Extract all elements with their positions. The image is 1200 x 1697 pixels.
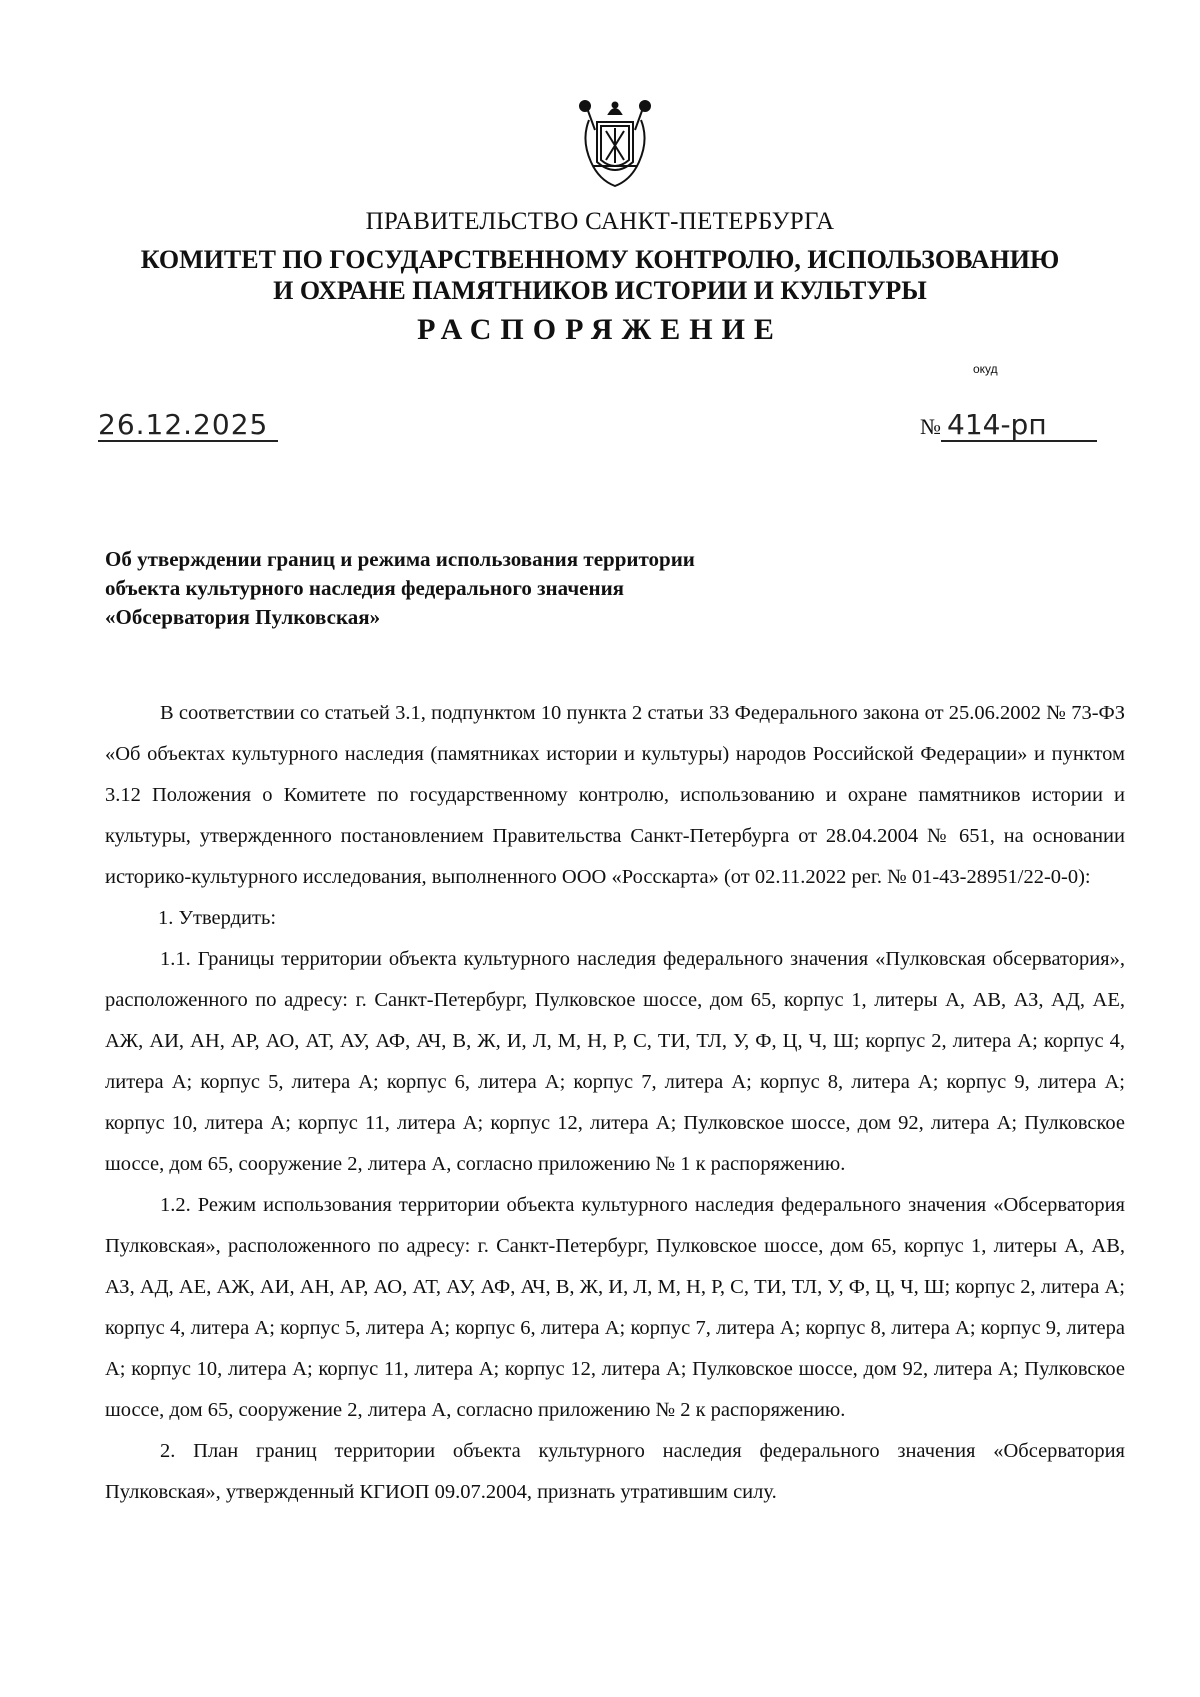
preamble-paragraph: В соответствии со статьей 3.1, подпунктом 10 пункта 2 статьи 33 Федерального закона от 25.06.2002 № 73-ФЗ «Об объектах культурного наследия (памятниках истории и культуры) народов Российской Федерации» и пунктом 3.12 Положения о Комитете по государственному контролю, использованию и охране памятников истории и культуры, утвержденного постановлением Правительства Санкт-Петербурга от 28.04.2004 № 651, на основании историко-культурного исследования, выполненного ООО «Росскарта» (от 02.11.2022 рег. № 01-43-28951/22-0-0):: [105, 702, 1125, 888]
document-date: 26.12.2025: [98, 410, 278, 442]
government-title: ПРАВИТЕЛЬСТВО САНКТ-ПЕТЕРБУРГА: [365, 208, 835, 235]
document-subject: [105, 545, 695, 632]
committee-title-line-2: И ОХРАНЕ ПАМЯТНИКОВ ИСТОРИИ И КУЛЬТУРЫ: [273, 276, 927, 305]
document-body: [105, 693, 1125, 1513]
item-1-2-paragraph: 1.2. Режим использования территории объекта культурного наследия федерального значения «Обсерватория Пулковская», расположенного по адресу: г. Санкт-Петербург, Пулковское шоссе, дом 65, корпус 1, литеры А, АВ, АЗ, АД, АЕ, АЖ, АИ, АН, АР, АО, АТ, АУ, АФ, АЧ, В, Ж, И, Л, М, Н, Р, С, ТИ, ТЛ, У, Ф, Ц, Ч, Ш; корпус 2, литера А; корпус 4, литера А; корпус 5, литера А; корпус 6, литера А; корпус 7, литера А; корпус 8, литера А; корпус 9, литера А; корпус 10, литера А; корпус 11, литера А; корпус 12, литера А; Пулковское шоссе, дом 92, литера А; Пулковское шоссе, дом 65, сооружение 2, литера А, согласно приложению № 2 к распоряжению.: [105, 1194, 1125, 1421]
number-value: 414-рп: [941, 410, 1097, 442]
document-type-title: РАСПОРЯЖЕНИЕ: [417, 313, 783, 346]
subject-line-2: объекта культурного наследия федерального значения: [105, 576, 625, 600]
item-1-1-paragraph: 1.1. Границы территории объекта культурного наследия федерального значения «Пулковская обсерватория», расположенного по адресу: г. Санкт-Петербург, Пулковское шоссе, дом 65, корпус 1, литеры А, АВ, АЗ, АД, АЕ, АЖ, АИ, АН, АР, АО, АТ, АУ, АФ, АЧ, В, Ж, И, Л, М, Н, Р, С, ТИ, ТЛ, У, Ф, Ц, Ч, Ш; корпус 2, литера А; корпус 4, литера А; корпус 5, литера А; корпус 6, литера А; корпус 7, литера А; корпус 8, литера А; корпус 9, литера А; корпус 10, литера А; корпус 11, литера А; корпус 12, литера А; Пулковское шоссе, дом 92, литера А; Пулковское шоссе, дом 65, сооружение 2, литера А, согласно приложению № 1 к распоряжению.: [105, 948, 1125, 1175]
okud-label: окуд: [973, 362, 998, 376]
document-number: [920, 410, 1097, 442]
subject-line-1: Об утверждении границ и режима использования территории: [105, 547, 695, 571]
committee-title: [0, 244, 1200, 306]
subject-line-3: «Обсерватория Пулковская»: [105, 605, 381, 629]
number-sign: №: [920, 414, 941, 439]
saint-petersburg-coat-of-arms-icon: [575, 100, 655, 192]
item-1-paragraph: 1. Утвердить:: [158, 907, 277, 929]
item-2-paragraph: 2. План границ территории объекта культурного наследия федерального значения «Обсерватория Пулковская», утвержденный КГИОП 09.07.2004, признать утратившим силу.: [105, 1440, 1125, 1503]
committee-title-line-1: КОМИТЕТ ПО ГОСУДАРСТВЕННОМУ КОНТРОЛЮ, ИСПОЛЬЗОВАНИЮ: [140, 245, 1060, 274]
